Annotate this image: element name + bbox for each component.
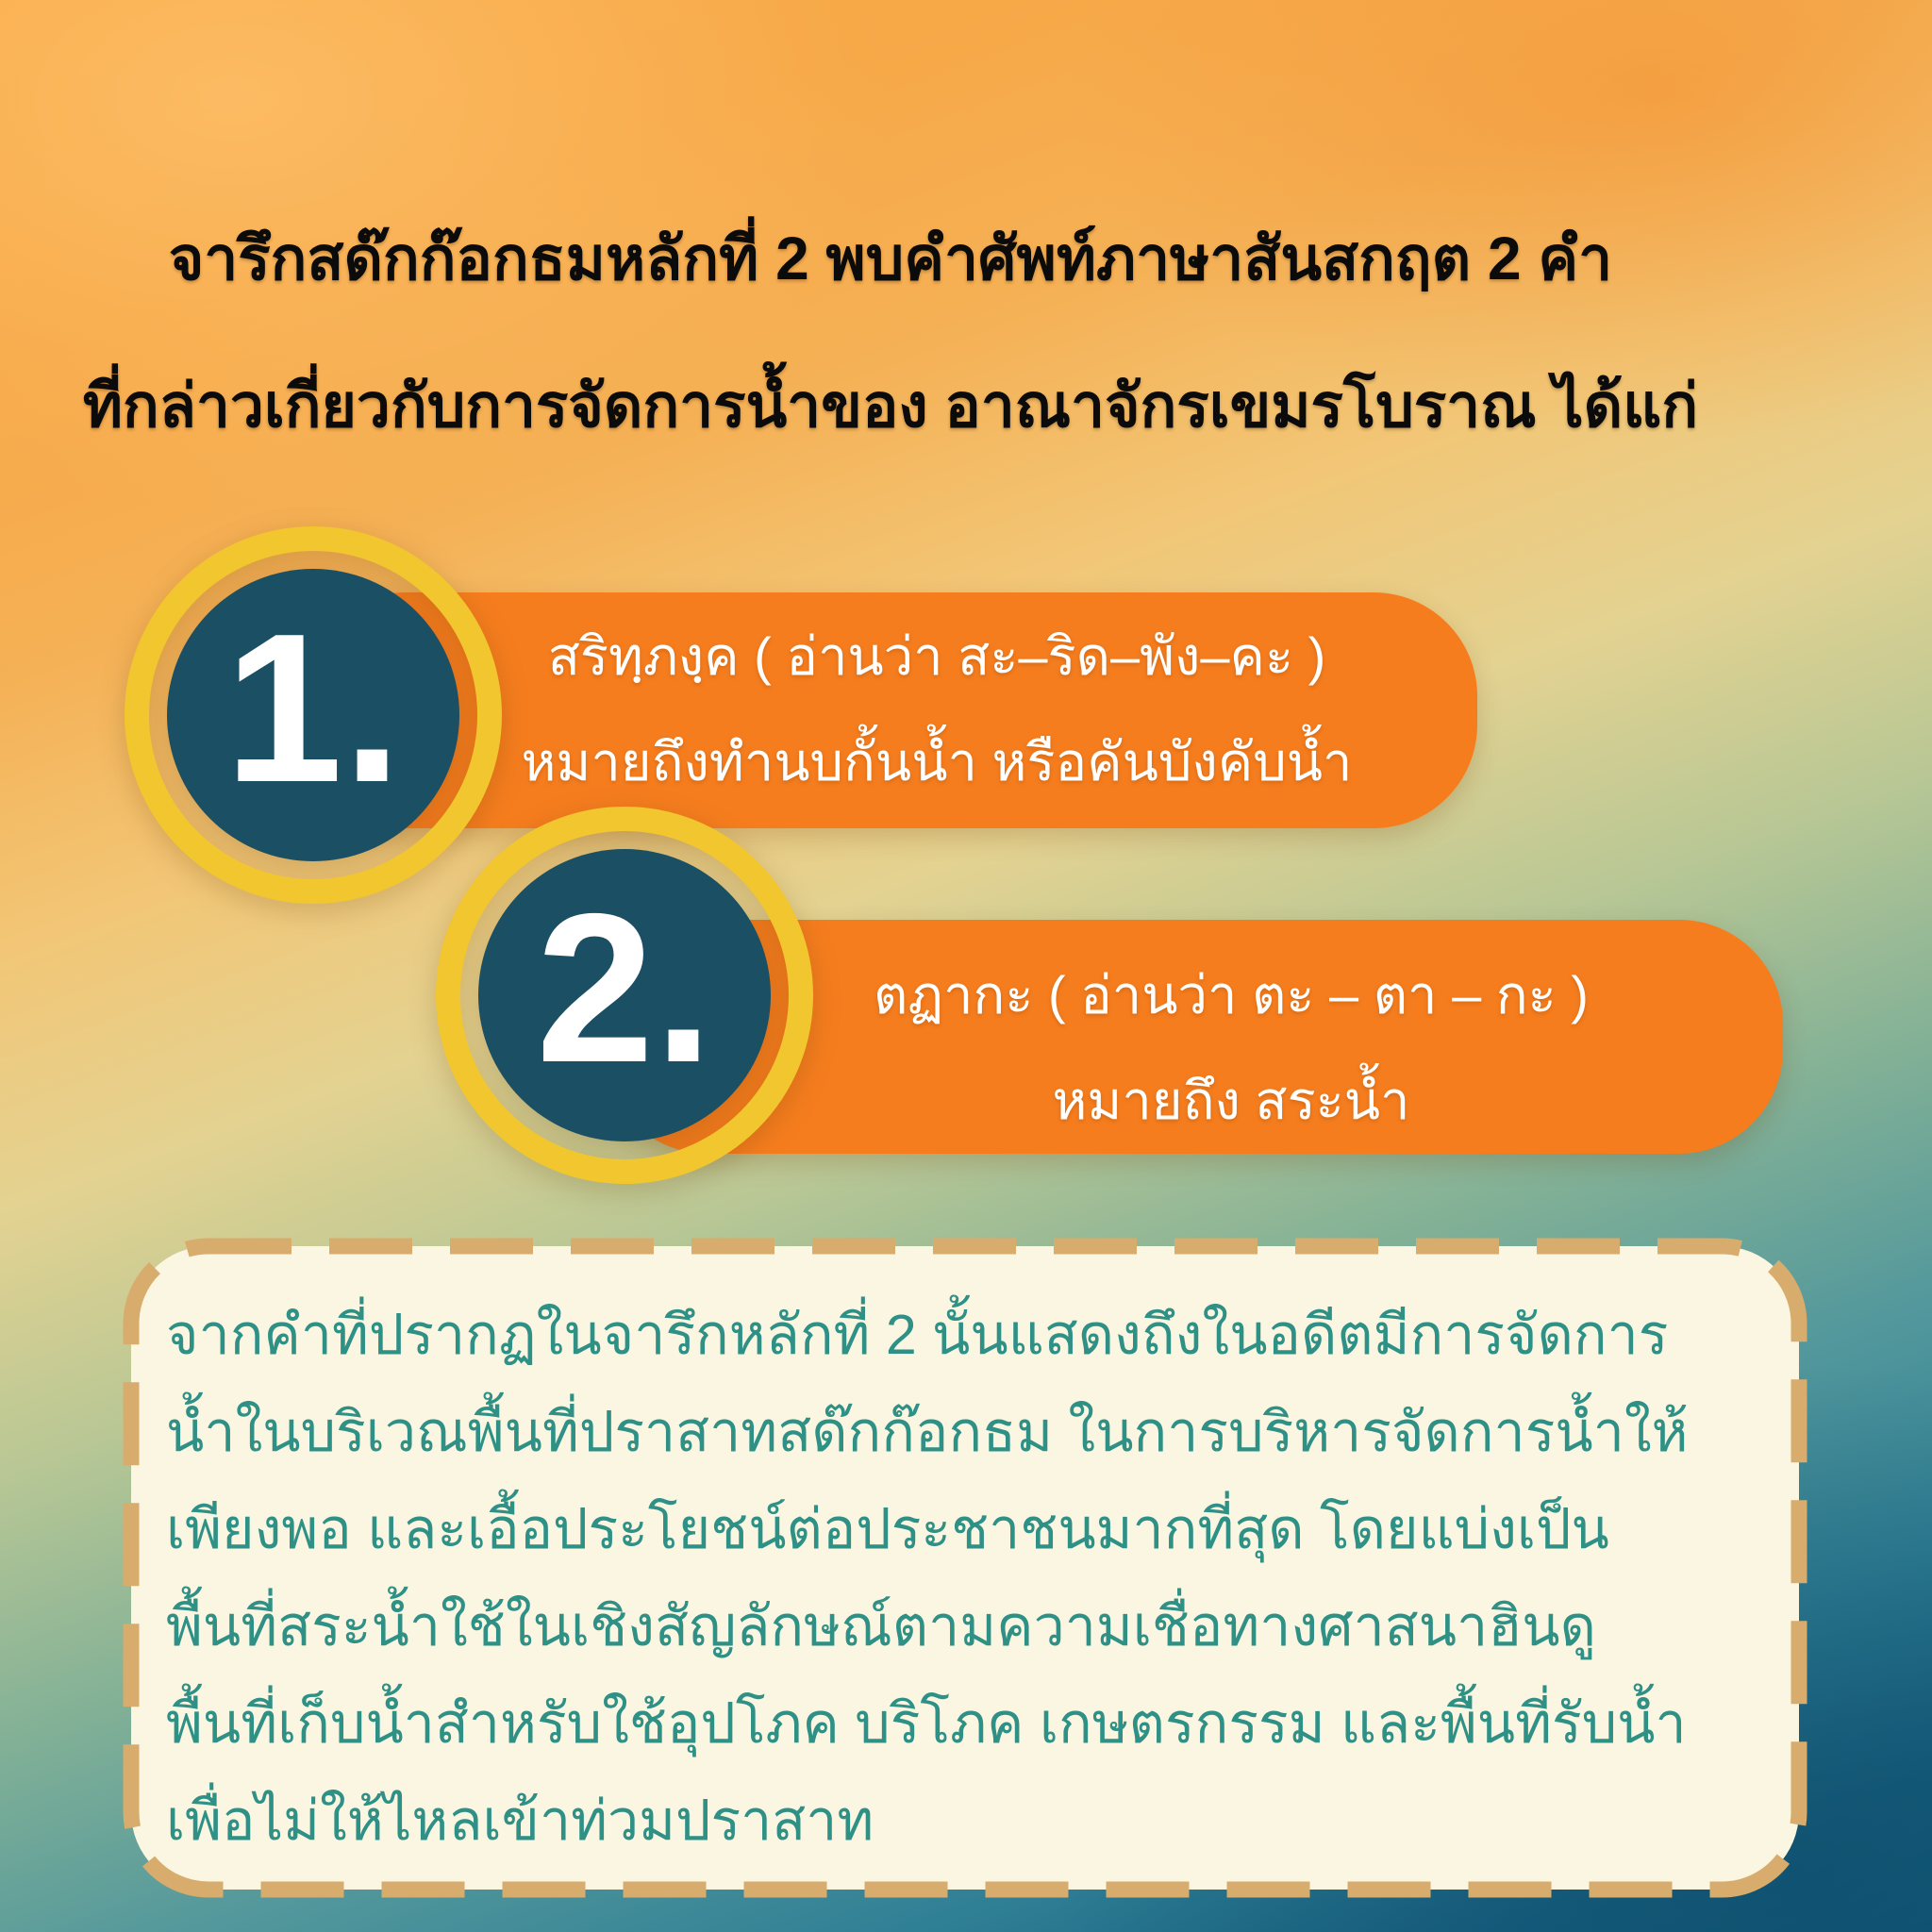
title-line-2: ที่กล่าวเกี่ยวกับการจัดการน้ำของ อาณาจักรเขมรโบราณ ได้แก่ [82, 372, 1699, 440]
term-1-word: สริทฺภงฺค ( อ่านว่า สะ–ริด–พัง–คะ ) [547, 626, 1326, 686]
summary-line-6: เพื่อไม่ให้ไหลเข้าท่วมปราสาท [166, 1790, 874, 1852]
page-title [60, 185, 1721, 479]
term-2-word: ตฏากะ ( อ่านว่า ตะ – ตา – กะ ) [874, 965, 1589, 1024]
summary-line-1: จากคำที่ปรากฏในจารึกหลักที่ 2 นั้นแสดงถึงในอดีตมีการจัดการ [166, 1304, 1669, 1366]
summary-text [166, 1287, 1770, 1870]
term-1-meaning: หมายถึงทำนบกั้นน้ำ หรือคันบังคับน้ำ [521, 732, 1353, 791]
summary-line-4: พื้นที่สระน้ำใช้ในเชิงสัญลักษณ์ตามความเชื่อทางศาสนาฮินดู [166, 1595, 1596, 1657]
number-badge-1-label: 1. [225, 588, 402, 826]
summary-line-2: น้ำในบริเวณพื้นที่ปราสาทสด๊กก๊อกธม ในการบริหารจัดการน้ำให้ [166, 1401, 1689, 1463]
number-badge-2-label: 2. [536, 868, 713, 1107]
title-line-1: จารึกสด๊กก๊อกธมหลักที่ 2 พบคำศัพท์ภาษาสันสกฤต 2 คำ [168, 225, 1613, 292]
number-badge-1 [125, 526, 502, 904]
summary-box [123, 1238, 1807, 1898]
summary-line-5: พื้นที่เก็บน้ำสำหรับใช้อุปโภค บริโภค เกษตรกรรม และพื้นที่รับน้ำ [166, 1692, 1687, 1755]
number-badge-2-circle [478, 849, 771, 1141]
number-badge-1-circle [167, 569, 459, 861]
summary-line-3: เพียงพอ และเอื้อประโยชน์ต่อประชาชนมากที่สุด โดยแบ่งเป็น [166, 1498, 1609, 1560]
term-2-meaning: หมายถึง สระน้ำ [1052, 1071, 1410, 1130]
number-badge-2 [436, 807, 813, 1184]
